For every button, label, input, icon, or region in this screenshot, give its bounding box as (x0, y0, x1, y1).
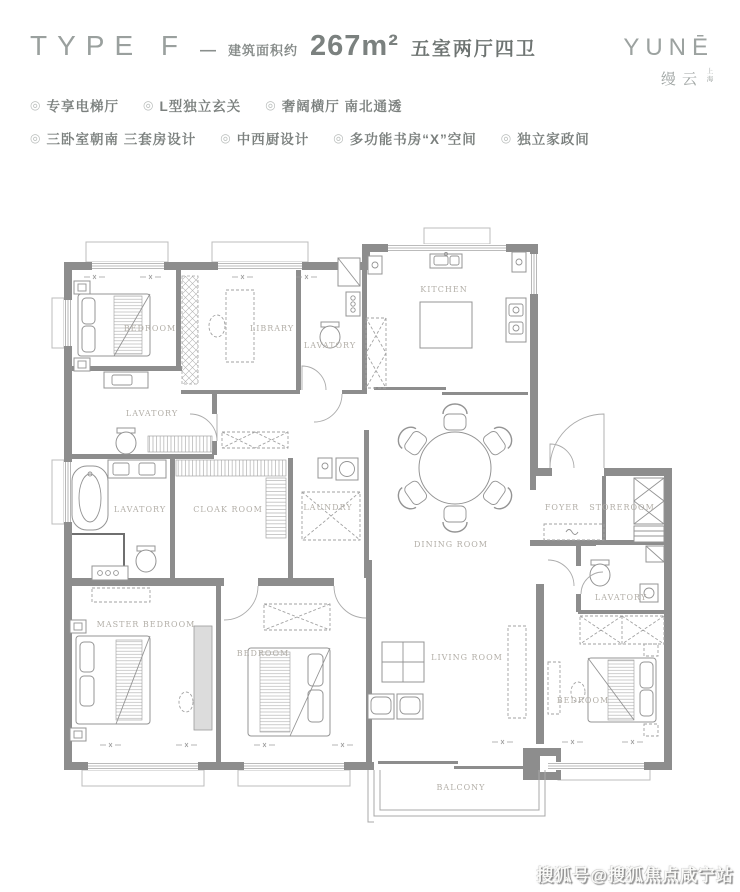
room-label-lavatory4: LAVATORY (594, 593, 648, 602)
armchair (368, 694, 394, 719)
feature-text: 专享电梯厅 (46, 99, 119, 114)
feature-text: 多功能书房“X”空间 (349, 132, 477, 147)
feature-text: 中西厨设计 (236, 132, 310, 147)
room-label-balcony: BALCONY (436, 783, 486, 792)
room-label-bedroom2: BEDROOM (236, 649, 290, 658)
vanity (104, 372, 148, 388)
library-furniture (182, 276, 254, 384)
room-label-lavatory1: LAVATORY (303, 341, 357, 350)
feature-text: 三卧室朝南 三套房设计 (46, 132, 197, 147)
bedroom2-furniture (248, 604, 330, 736)
bookshelf (182, 276, 198, 384)
armchair (397, 694, 423, 719)
room-label-bedroom1: BEDROOM (123, 324, 177, 333)
toilet (136, 550, 156, 572)
laundry-furniture (302, 458, 360, 540)
bullet-icon: ◎ (265, 98, 276, 112)
wardrobe (580, 616, 664, 644)
area-value: 267m² (310, 30, 399, 62)
dining-table (419, 432, 491, 504)
cabinets (366, 318, 386, 388)
room-label-living-room: LIVING ROOM (431, 653, 503, 662)
room-label-lavatory2: LAVATORY (125, 409, 179, 418)
room-label-lavatory3: LAVATORY (113, 505, 167, 514)
dining-furniture (394, 404, 516, 532)
entry-door-leaf (550, 414, 604, 468)
bedroom3-furniture (548, 616, 664, 736)
bullet-icon: ◎ (220, 131, 231, 145)
toilet (116, 432, 136, 454)
watermark: 搜狐号@搜狐焦点咸宁站 (536, 866, 734, 885)
area-prefix: 建筑面积约 (228, 43, 299, 58)
hanging-rail (176, 460, 286, 476)
living-room-furniture (368, 626, 526, 719)
wardrobe-cabinet (194, 626, 212, 730)
balcony-outline (368, 770, 545, 822)
room-label-foyer: FOYER (544, 503, 580, 512)
hanging-rail (266, 478, 286, 538)
room-label-bedroom3: BEDROOM (556, 696, 610, 705)
room-label-storeroom: STOREROOM (589, 503, 655, 512)
chair (179, 692, 193, 712)
feature-text: 奢阔横厅 南北通透 (281, 99, 403, 114)
bullet-icon: ◎ (500, 131, 512, 145)
room-label-master-bedroom: MASTER BEDROOM (96, 620, 196, 629)
layout-text: 五室两厅四卫 (410, 39, 537, 60)
desk-chair (209, 315, 225, 337)
room-label-laundry: LAUNDRY (303, 503, 353, 512)
kitchen-furniture (366, 252, 526, 388)
bullet-icon: ◎ (333, 131, 344, 145)
logo-city: 上海 (706, 68, 714, 83)
master-bath-furniture (72, 460, 166, 580)
header-dash: — (200, 42, 217, 59)
fridge (512, 252, 526, 272)
room-label-kitchen: KITCHEN (420, 285, 468, 294)
toilet (590, 564, 610, 586)
room-label-cloak-room: CLOAK ROOM (193, 505, 263, 514)
room-label-library: LIBRARY (249, 324, 295, 333)
kitchen-island (420, 302, 472, 348)
towel-rack (148, 436, 212, 452)
feature-text: L型独立玄关 (159, 99, 242, 114)
master-bedroom-furniture (70, 588, 212, 741)
type-label: TYPE F (30, 30, 189, 61)
bullet-icon: ◎ (30, 131, 41, 145)
closet (222, 432, 288, 448)
laundry-sink (318, 458, 332, 478)
feature-text: 独立家政间 (517, 132, 590, 147)
cabinet (368, 256, 382, 274)
tv-cabinet (508, 626, 526, 718)
logo-wordmark: YUNĒ (623, 34, 714, 61)
desk (548, 662, 560, 714)
logo-chinese: 缦云 (660, 71, 703, 88)
bullet-icon: ◎ (30, 98, 41, 112)
shoe-bench (544, 524, 604, 540)
bullet-icon: ◎ (142, 98, 154, 112)
closet (92, 588, 150, 602)
room-label-dining-room: DINING ROOM (414, 540, 488, 549)
storage-shelf (634, 478, 664, 524)
lavatory1-furniture (320, 258, 360, 348)
